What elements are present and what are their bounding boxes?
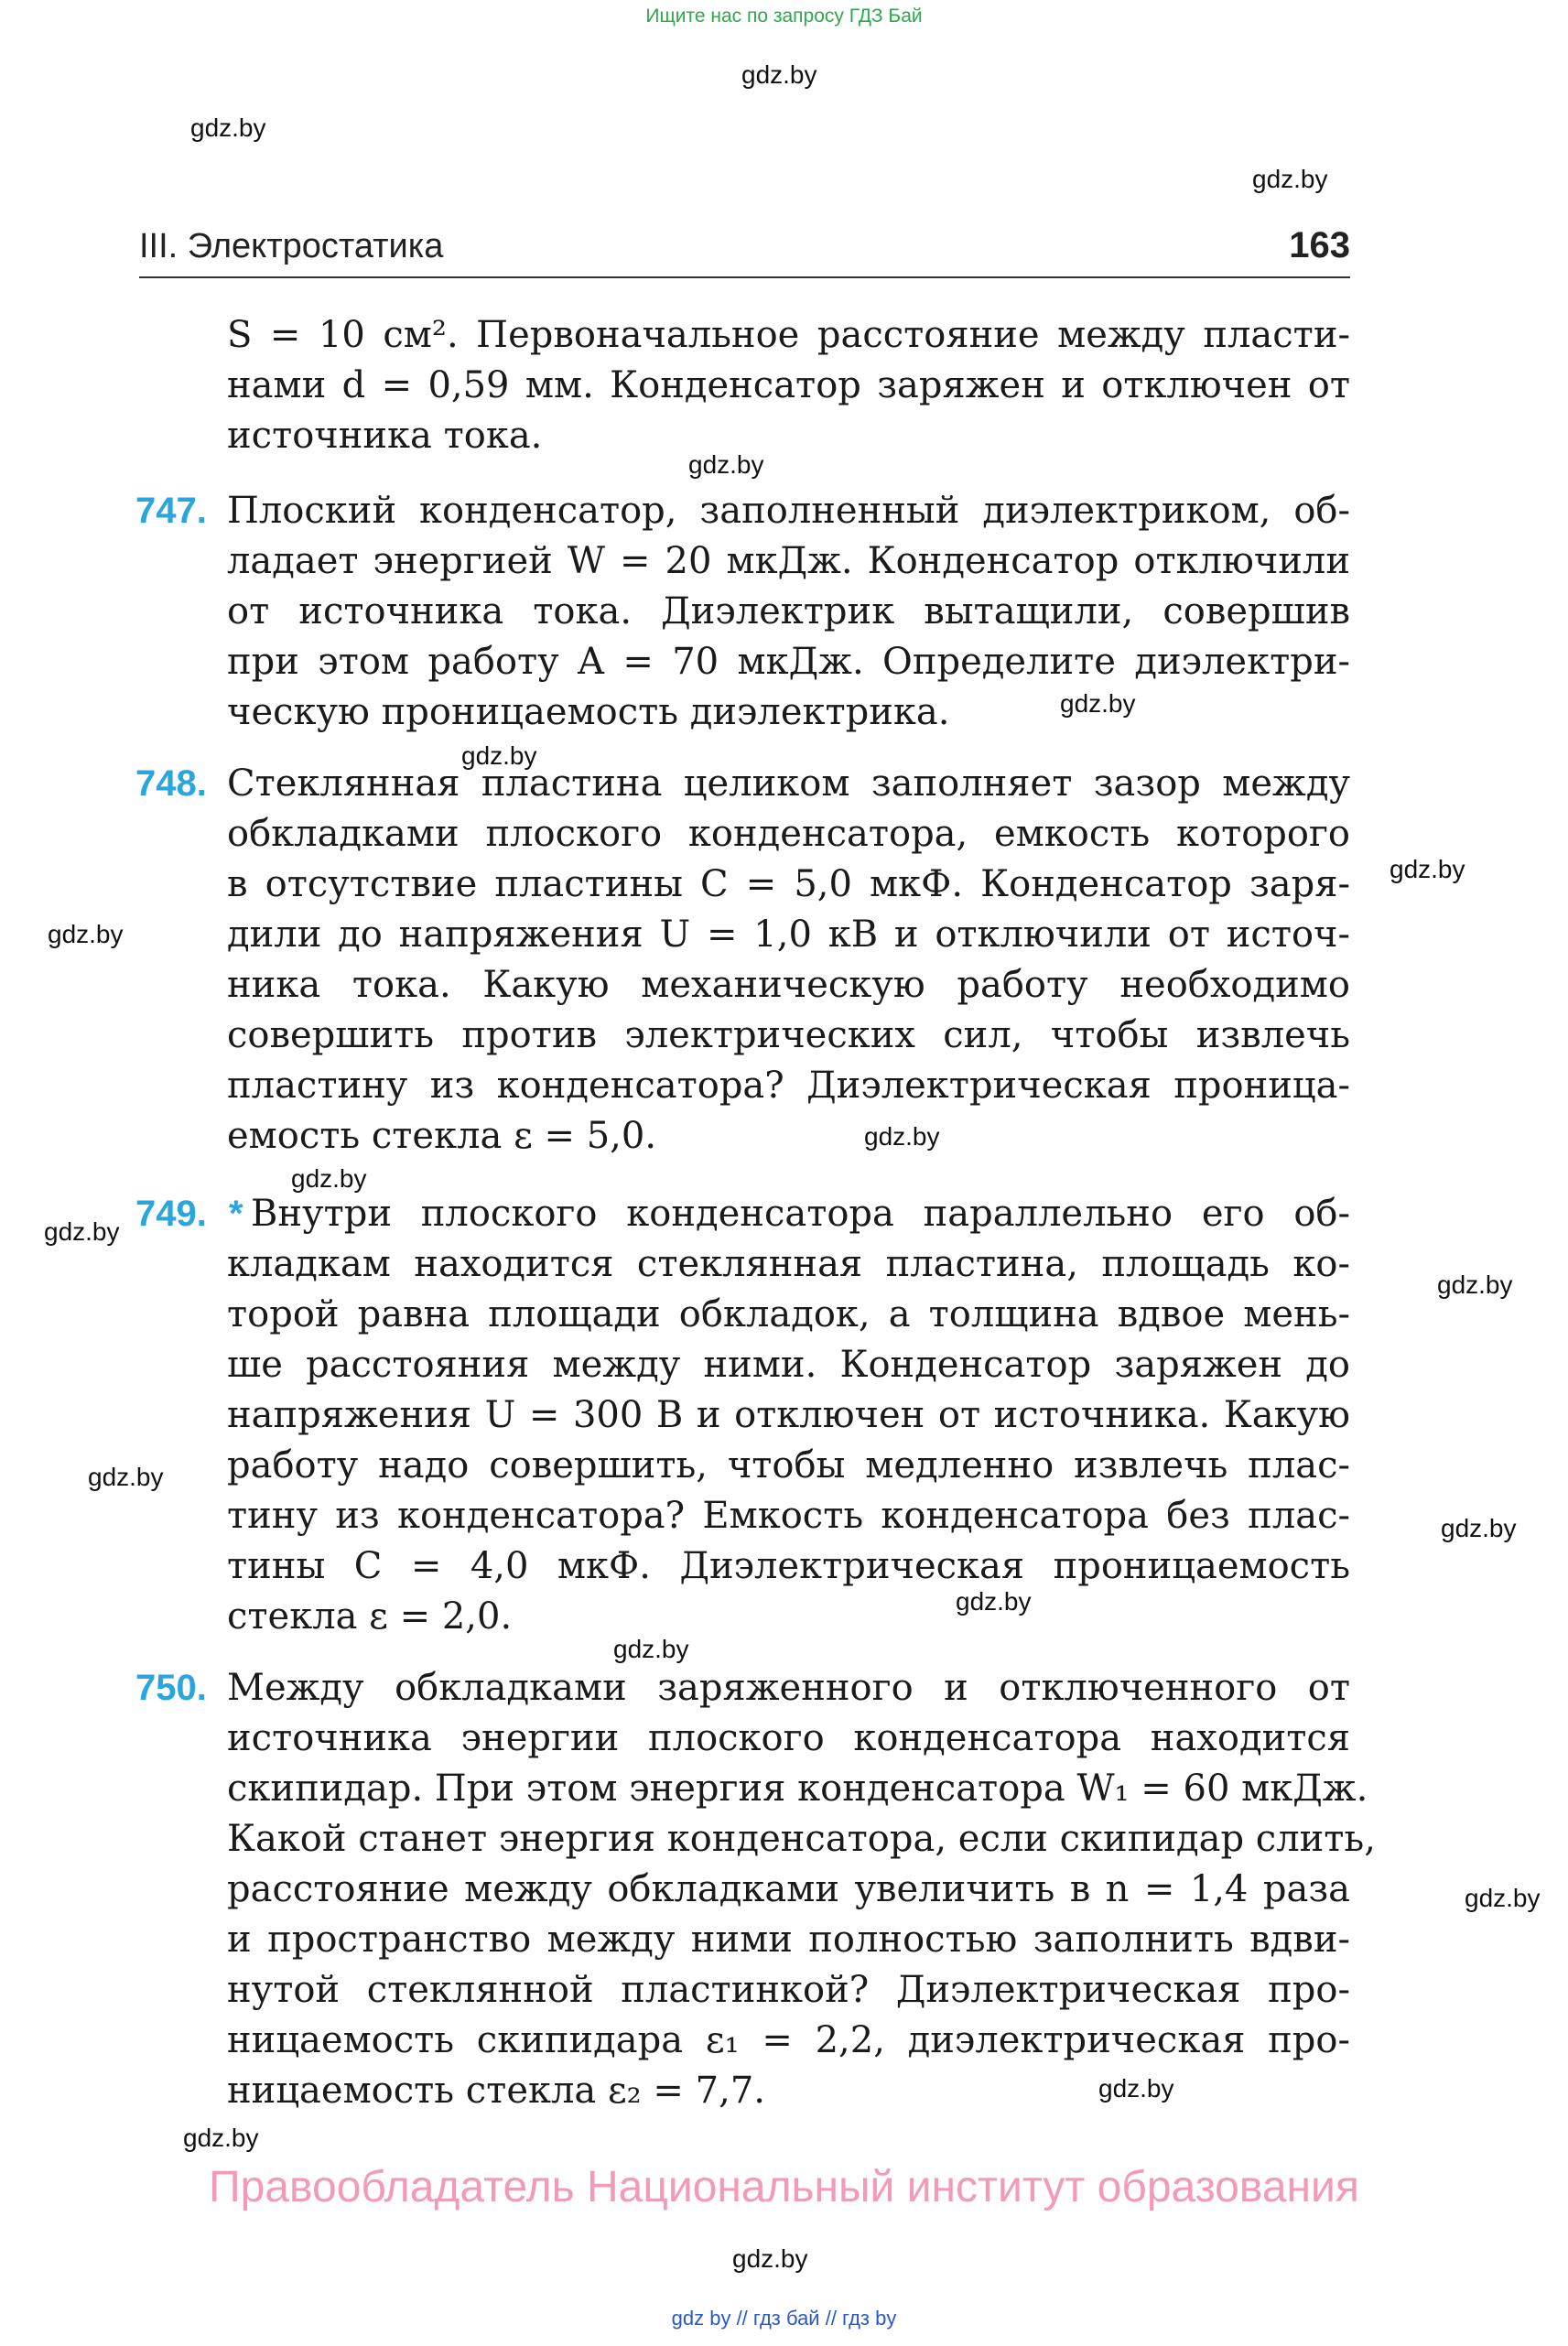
text-line: стекла ε = 2,0. xyxy=(227,1595,513,1638)
text-line: в отсутствие пластины C = 5,0 мкФ. Конденсатор заря- xyxy=(227,863,1350,905)
text-line: расстояние между обкладками увеличить в n = 1,4 раза xyxy=(227,1868,1350,1910)
watermark: gdz.by xyxy=(1465,1884,1541,1912)
text-line: Стеклянная пластина целиком заполняет зазор между xyxy=(227,762,1350,805)
text-line: ше расстояния между ними. Конденсатор заряжен до xyxy=(227,1344,1350,1386)
watermark: gdz.by xyxy=(1252,165,1328,193)
text-line: ладает энергией W = 20 мкДж. Конденсатор отключили xyxy=(227,540,1350,582)
text-line: ческую проницаемость диэлектрика. xyxy=(227,691,950,733)
text-line: Плоский конденсатор, заполненный диэлектриком, об- xyxy=(227,490,1350,532)
text-line: обкладками плоского конденсатора, емкость которого xyxy=(227,813,1350,855)
problem-number: 748. xyxy=(135,763,207,804)
text-line: и пространство между ними полностью заполнить вдви- xyxy=(227,1919,1350,1961)
page-number: 163 xyxy=(1289,225,1350,265)
bottom-links[interactable]: gdz by // гдз бай // гдз by xyxy=(671,2307,897,2330)
watermark: gdz.by xyxy=(864,1122,940,1151)
text-line: ницаемость скипидара ε₁ = 2,2, диэлектрическая про- xyxy=(227,2019,1350,2061)
text-line: ника тока. Какую механическую работу необходимо xyxy=(227,964,1350,1006)
watermark: gdz.by xyxy=(183,2124,259,2152)
text-line: кладкам находится стеклянная пластина, площадь ко- xyxy=(227,1243,1350,1285)
watermark: gdz.by xyxy=(1437,1270,1513,1299)
watermark: gdz.by xyxy=(956,1587,1032,1616)
watermark: gdz.by xyxy=(48,920,124,948)
watermark: gdz.by xyxy=(44,1217,120,1246)
section-title: III. Электростатика xyxy=(139,227,444,265)
copyright-notice: Правообладатель Национальный институт образования xyxy=(209,2163,1359,2211)
watermark: gdz.by xyxy=(1060,689,1136,718)
watermark: gdz.by xyxy=(741,60,817,89)
difficulty-star: * xyxy=(229,1194,243,1234)
problem-number: 750. xyxy=(135,1668,207,1708)
watermark: gdz.by xyxy=(461,741,537,770)
watermark: gdz.by xyxy=(613,1635,689,1663)
text-line: Между обкладками заряженного и отключенного от xyxy=(227,1667,1350,1709)
text-line: емость стекла ε = 5,0. xyxy=(227,1115,657,1157)
text-line: торой равна площади обкладок, а толщина вдвое мень- xyxy=(227,1293,1350,1335)
text-line: тину из конденсатора? Емкость конденсатора без плас- xyxy=(227,1495,1350,1537)
text-line: Внутри плоского конденсатора параллельно его об- xyxy=(251,1193,1350,1235)
text-line: от источника тока. Диэлектрик вытащили, совершив xyxy=(227,590,1350,632)
text-line: Какой станет энергия конденсатора, если скипидар слить, xyxy=(227,1818,1376,1860)
text-line: источника энергии плоского конденсатора находится xyxy=(227,1717,1350,1759)
problem-number: 749. xyxy=(135,1194,207,1234)
watermark: gdz.by xyxy=(688,450,764,479)
text-line: S = 10 см². Первоначальное расстояние между пласти- xyxy=(227,314,1350,356)
watermark: gdz.by xyxy=(1390,855,1465,883)
text-line: нутой стеклянной пластинкой? Диэлектрическая про- xyxy=(227,1969,1350,2011)
watermark: gdz.by xyxy=(1441,1514,1517,1542)
text-line: скипидар. При этом энергия конденсатора W₁ = 60 мкДж. xyxy=(227,1768,1368,1810)
text-line: пластину из конденсатора? Диэлектрическая проница- xyxy=(227,1065,1350,1107)
text-line: источника тока. xyxy=(227,415,543,457)
text-line: совершить против электрических сил, чтобы извлечь xyxy=(227,1014,1350,1056)
text-line: напряжения U = 300 В и отключен от источника. Какую xyxy=(227,1394,1350,1436)
text-line: нами d = 0,59 мм. Конденсатор заряжен и отключен от xyxy=(227,364,1350,406)
watermark: gdz.by xyxy=(190,114,266,142)
text-line: ницаемость стекла ε₂ = 7,7. xyxy=(227,2070,765,2112)
text-line: тины C = 4,0 мкФ. Диэлектрическая проницаемость xyxy=(227,1545,1350,1587)
text-line: при этом работу A = 70 мкДж. Определите диэлектри- xyxy=(227,641,1350,683)
watermark: gdz.by xyxy=(1098,2074,1174,2103)
watermark: gdz.by xyxy=(291,1164,367,1193)
text-line: работу надо совершить, чтобы медленно извлечь плас- xyxy=(227,1444,1350,1487)
text-line: дили до напряжения U = 1,0 кВ и отключили от источ- xyxy=(227,914,1350,956)
top-banner: Ищите нас по запросу ГДЗ Бай xyxy=(645,5,923,27)
watermark: gdz.by xyxy=(88,1463,164,1491)
problem-number: 747. xyxy=(135,491,207,531)
header-divider xyxy=(139,276,1350,278)
watermark: gdz.by xyxy=(732,2244,808,2273)
